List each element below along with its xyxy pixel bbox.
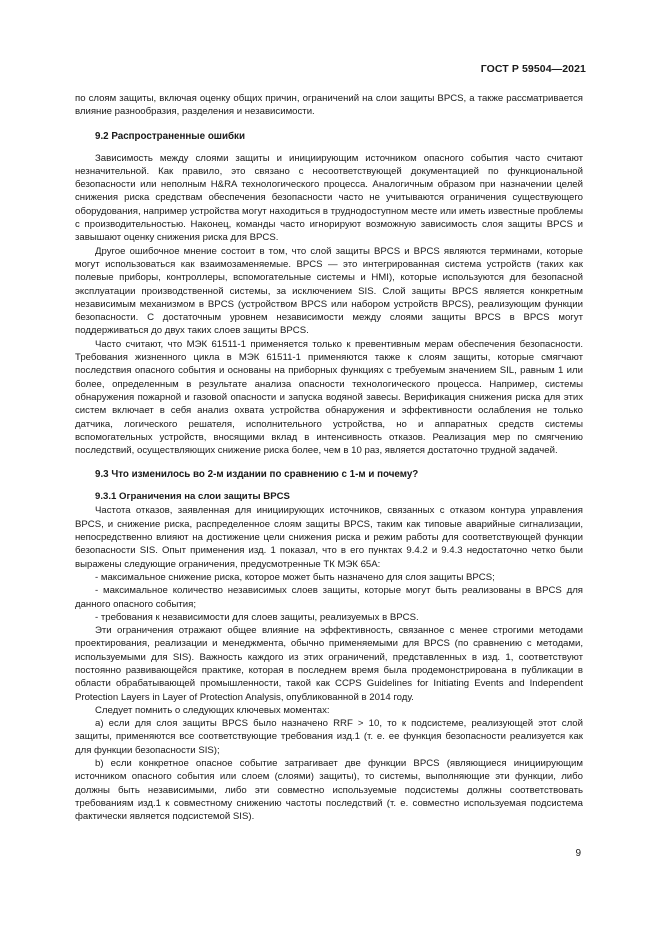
paragraph: b) если конкретное опасное событие затрагивает две функции BPCS (являющиеся инициирующим источником опасного события или слоем (слоями) защиты), то системы, выполняющие эти функции, либо должны быть независимыми, либо эти совместно используемые подсистемы должны соответствовать требованиям изд.1 к совместному снижению частоты последствий (т. е. совместно используемая подсистема фактически является подсистемой SIS). xyxy=(75,758,583,823)
subsection-heading: 9.3.1 Ограничения на слои защиты BPCS xyxy=(95,491,290,503)
paragraph: Эти ограничения отражают общее влияние на эффективность, связанное с менее строгими методами проектирования, реализации и менеджмента, обычно применяемыми для BPCS (по сравнению с методами, используемыми для SIS). Важность каждого из этих ограничений, представленных в изд. 1, соответствуют постоянно развивающейся практике, которая в последнем время была продемонстрирована в публикации в области обрабатывающей промышленности, такой как CCPS Guidelines for Initiating Events and Independent Protection Layers in Layer of Protection Analysis, опубликованной в 2014 году. xyxy=(75,625,583,703)
standard-id: ГОСТ Р 59504—2021 xyxy=(480,63,586,75)
paragraph: а) если для слоя защиты BPCS было назначено RRF > 10, то к подсистеме, реализующей этот слой защиты, применяются все соответствующие требования изд.1 (т. е. ее функция безопасности реализуется как для функции безопасности SIS); xyxy=(75,718,583,756)
section-heading: 9.2 Распространенные ошибки xyxy=(95,130,245,142)
section-heading: 9.3 Что изменилось во 2-м издании по сравнению с 1-м и почему? xyxy=(95,469,419,481)
paragraph: - требования к независимости для слоев защиты, реализуемых в BPCS. xyxy=(95,611,419,623)
page-number: 9 xyxy=(575,848,581,859)
paragraph: - максимальное снижение риска, которое может быть назначено для слоя защиты BPCS; xyxy=(95,571,495,583)
paragraph: Частота отказов, заявленная для инициирующих источников, связанных с отказом контура управления BPCS, и снижение риска, распределенное слоям защиты BPCS, таким как типовые аварийные сигнализации, непосредственно влияют на достижение цели снижения риска и режим работы для соответствующей функции безопасности SIS. Опыт применения изд. 1 показал, что в его пунктах 9.4.2 и 9.4.3 недостаточно четко были выражены следующие ограничения, предусмотренные ТК МЭК 65А: xyxy=(75,505,583,570)
document-body xyxy=(75,92,583,824)
paragraph: по слоям защиты, включая оценку общих причин, ограничений на слои защиты BPCS, а также рассматривается влияние разнообразия, разделения и независимости. xyxy=(75,93,583,118)
paragraph: Следует помнить о следующих ключевых моментах: xyxy=(95,704,330,716)
paragraph: Зависимость между слоями защиты и инициирующим источником опасного события часто считают незначительной. Как правило, это связано с несоответствующей документацией по функциональной безопасности или неполным H&RA технологического процесса. Аналогичным образом при назначении целей снижения риска средствам обеспечения безопасности часто не учитываются ограничения существующего оборудования, например устройства могут находиться в труднодоступном месте или иметь известные проблемы с производительностью. Наконец, команды часто игнорируют возможную зависимость слоя защиты BPCS и завышают оценку снижения риска для BPCS. xyxy=(75,152,583,244)
paragraph: - максимальное количество независимых слоев защиты, которые могут быть реализованы в BPCS для данного опасного события; xyxy=(75,585,583,610)
paragraph: Часто считают, что МЭК 61511-1 применяется только к превентивным мерам обеспечения безопасности. Требования жизненного цикла в МЭК 61511-1 применяются также к слоям защиты, которые смягчают последствия опасного события и основаны на приборных функциях с требуемым значением SIL, равным 1 или более, определенным в результате анализа опасности технологического процесса. Например, системы обнаружения пожарной и газовой опасности и запуска водяной завесы. Верификация снижения риска для этих систем включает в себя анализ охвата устройства обнаружения и эффективности ослабления не только датчика, логического решателя, исполнительного устройства, но и аппаратных средств системы вспомогательных устройств, вносящими вклад в интенсивность отказов. Реализация мер по смягчению последствий, осуществляющих снижение риска более, чем в 10 раз, является достаточно трудной задачей. xyxy=(75,338,583,457)
paragraph: Другое ошибочное мнение состоит в том, что слой защиты BPCS и BPCS являются терминами, которые могут использоваться как взаимозаменяемые. BPCS — это интегрированная система устройств (таких как полевые приборы, контроллеры, вспомогательные системы и HMI), которые используются для безопасной эксплуатации производственной системы, за исключением SIS. Слой защиты BPCS является конкретным независимым механизмом в BPCS (устройством BPCS или набором устройств BPCS), реализующим функции безопасности. С достаточным уровнем независимости между слоями защиты BPCS в BPCS могут поддерживаться до двух таких слоев защиты BPCS. xyxy=(75,245,583,337)
